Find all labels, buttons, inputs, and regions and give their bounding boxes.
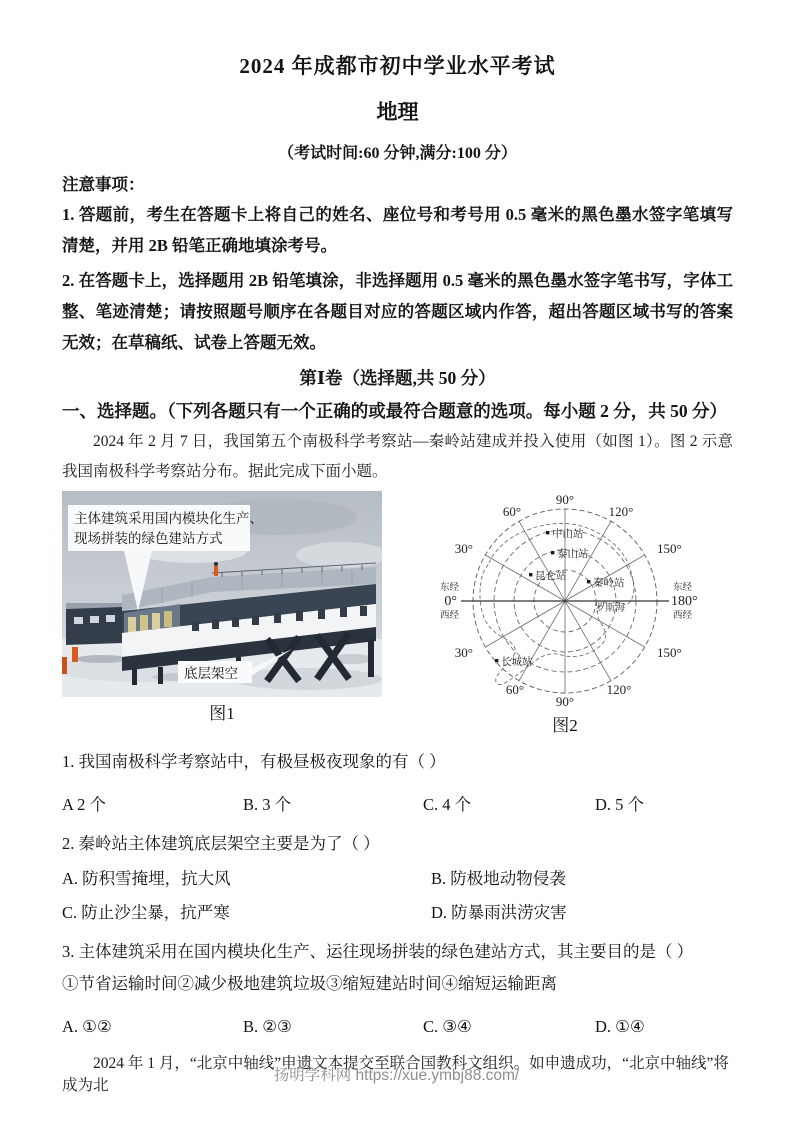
figure-1-caption: 图1 xyxy=(209,704,235,723)
antarctica-map xyxy=(397,491,733,709)
station-marker-changcheng xyxy=(495,659,498,662)
tick-bottom: 90° xyxy=(555,694,575,709)
building-window xyxy=(212,619,219,629)
question-2-text: 2. 秦岭站主体建筑底层架空主要是为了（ ） xyxy=(62,834,380,853)
option-d: D. 5 个 xyxy=(595,795,645,814)
building-window xyxy=(360,606,367,616)
option-a: A. 防积雪掩埋，抗大风 xyxy=(62,869,231,888)
station-changcheng: 长城站 xyxy=(501,657,533,668)
tick-upper-right: 150° xyxy=(657,541,682,556)
passage-antarctica: 2024 年 2 月 7 日，我国第五个南极科学考察站—秦岭站建成并投入使用（如图 1）。图 2 示意我国南极科学考察站分布。据此完成下面小题。 xyxy=(62,433,733,480)
annex-body xyxy=(66,607,122,645)
option-a: A 2 个 xyxy=(62,795,107,814)
annex-window xyxy=(106,615,115,622)
notice-item-1: 1. 答题前，考生在答题卡上将自己的姓名、座位号和考号用 0.5 毫米的黑色墨水签字笔填写清楚，并用 2B 铅笔正确地填涂考号。 xyxy=(62,205,733,255)
subject-title: 地理 xyxy=(376,100,419,124)
option-a: A. ①② xyxy=(62,1017,112,1036)
option-d: D. 防暴雨洪涝灾害 xyxy=(431,903,567,922)
question-1 xyxy=(62,749,733,818)
station-marker-kunlun xyxy=(529,573,532,576)
section-title: 第Ⅰ卷（选择题,共 50 分） xyxy=(299,368,496,388)
option-c: C. 防止沙尘暴，抗严寒 xyxy=(62,903,230,922)
sea-label-ross: 罗斯海 xyxy=(595,603,625,614)
building-window xyxy=(192,621,199,631)
person-left xyxy=(72,647,78,662)
tick-top-right: 120° xyxy=(608,504,634,519)
question-3-options xyxy=(62,1014,733,1040)
pillar xyxy=(158,667,163,684)
question-3-items: ①节省运输时间②减少极地建筑垃圾③缩短建站时间④缩短运输距离 xyxy=(62,974,557,993)
exam-info: （考试时间:60 分钟,满分:100 分） xyxy=(278,145,517,162)
tick-top-left: 60° xyxy=(502,504,522,519)
page-title: 2024 年成都市初中学业水平考试 xyxy=(239,54,556,78)
station-photo xyxy=(62,491,382,697)
passage-beijing-axis: 2024 年 1 月，“北京中轴线”申遗文本提交至联合国教科文组织。如申遗成功，“北京中轴线”将成为北 xyxy=(62,1055,729,1094)
station-marker-zhongshan xyxy=(546,531,549,534)
callout-text-line2: 现场拼装的绿色建站方式 xyxy=(74,531,223,546)
person-on-roof xyxy=(214,566,218,576)
callout-text-line1: 主体建筑采用国内模块化生产、 xyxy=(74,511,263,526)
station-marker-taishan xyxy=(551,551,554,554)
watermark-footer: 扬明学科网 https://xue.ymbj88.com/ xyxy=(273,1067,520,1084)
option-b: B. 防极地动物侵袭 xyxy=(431,869,566,888)
stilts-text: 底层架空 xyxy=(184,666,238,681)
tick-bottom-right: 120° xyxy=(606,682,632,697)
station-marker-qinling xyxy=(587,580,590,583)
question-2-options xyxy=(62,866,733,926)
question-2 xyxy=(62,831,733,926)
pillar xyxy=(368,639,374,677)
station-kunlun: 昆仑站 xyxy=(535,571,567,582)
option-c: C. 4 个 xyxy=(423,795,472,814)
axis-left-value: 0° xyxy=(444,594,457,609)
tick-top: 90° xyxy=(555,492,575,507)
option-b: B. 3 个 xyxy=(243,795,292,814)
question-3 xyxy=(62,939,733,1040)
question-1-text: 1. 我国南极科学考察站中，有极昼极夜现象的有（ ） xyxy=(62,752,446,771)
tick-bottom-left: 60° xyxy=(505,682,525,697)
axis-right-west: 西经 xyxy=(673,611,693,621)
figure-2 xyxy=(397,491,733,736)
part-title: 一、选择题。（下列各题只有一个正确的或最符合题意的选项。每小题 2 分，共 50 分） xyxy=(62,401,727,421)
question-1-options xyxy=(62,792,733,818)
figures-row xyxy=(62,491,733,736)
station-qinling: 秦岭站 xyxy=(593,578,625,589)
tick-lower-left: 30° xyxy=(454,645,473,660)
axis-left-east: 东经 xyxy=(439,583,459,593)
notice-heading: 注意事项： xyxy=(62,175,145,194)
building-window xyxy=(296,611,303,621)
pillar xyxy=(132,669,137,685)
station-zhongshan: 中山站 xyxy=(552,529,584,540)
person-corner xyxy=(62,657,67,674)
axis-right-east: 东经 xyxy=(673,583,693,593)
notice-item-2: 2. 在答题卡上，选择题用 2B 铅笔填涂，非选择题用 0.5 毫米的黑色墨水签字笔书写，字体工整、笔迹清楚；请按照题号顺序在各题目对应的答题区域内作答，超出答题区域书写的答案无效；在草稿纸、试卷上答题无效。 xyxy=(62,271,733,352)
building-window xyxy=(274,613,281,623)
building-window xyxy=(318,609,325,619)
axis-right-value: 180° xyxy=(671,594,698,609)
rock-patch xyxy=(76,655,128,663)
building-window xyxy=(232,617,239,627)
option-c: C. ③④ xyxy=(423,1017,472,1036)
figure-1 xyxy=(62,491,382,724)
option-d: D. ①④ xyxy=(595,1017,645,1036)
building-window xyxy=(252,615,259,625)
station-taishan: 泰山站 xyxy=(557,549,589,560)
annex-window xyxy=(90,616,99,623)
annex-window xyxy=(74,617,83,624)
option-b: B. ②③ xyxy=(243,1017,292,1036)
figure-2-caption: 图2 xyxy=(552,716,578,735)
axis-left-west: 西经 xyxy=(439,611,459,621)
tick-lower-right: 150° xyxy=(657,645,682,660)
building-window xyxy=(340,607,347,617)
tick-upper-left: 30° xyxy=(454,541,473,556)
question-3-text: 3. 主体建筑采用在国内模块化生产、运往现场拼装的绿色建站方式，其主要目的是（ ） xyxy=(62,942,694,961)
